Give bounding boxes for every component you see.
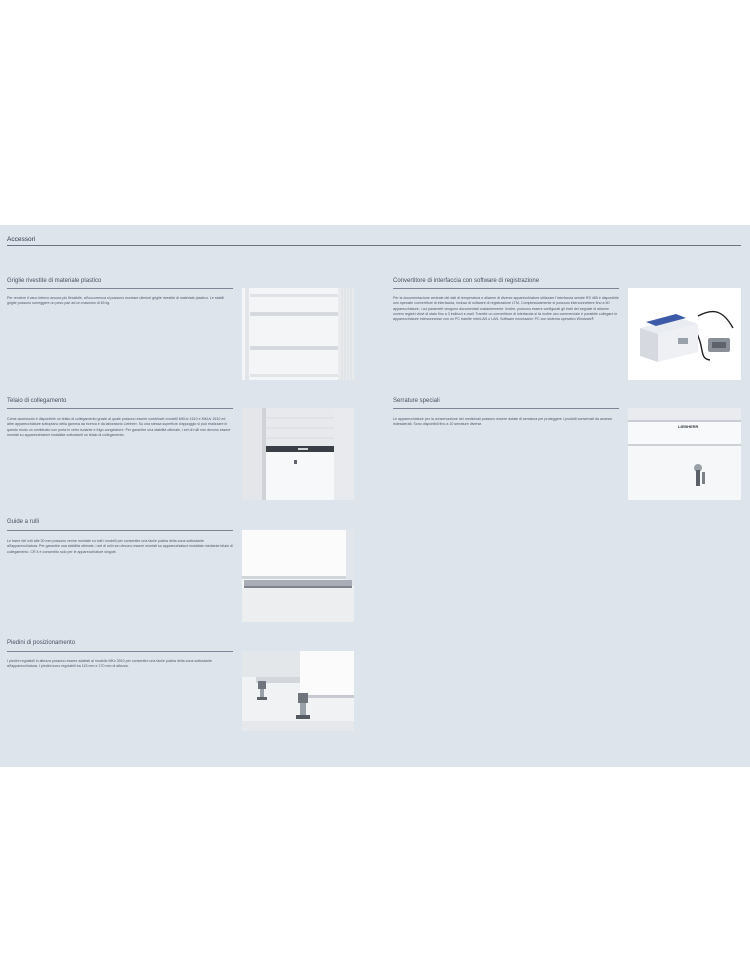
rollers-photo [242, 530, 354, 622]
item-divider-griglie [7, 288, 233, 289]
item-title-serrature: Serrature speciali [393, 398, 440, 404]
shelf-grid-photo-icon [242, 288, 354, 380]
item-divider-convertitore [393, 288, 619, 289]
item-divider-guide [7, 530, 233, 531]
lock-photo [628, 408, 741, 500]
roller-base-photo-icon [242, 530, 354, 622]
adjustable-feet-photo-icon [242, 651, 354, 731]
item-title-guide: Guide a rulli [7, 519, 40, 525]
item-text-griglie: Per rendere il vano interno ancora più flessibile, all'occorrenza si possono montare ulteriori griglie rivestite di materiale plastico. Le stabili griglie possono sorreggere un peso pari ad un massimo di 45 kg. [7, 296, 225, 306]
item-text-guide: Le barre dei rulli alte 30 mm possono venire montate su tutti i modelli per consentire una facile pulizia della zona sottostante all'apparecchiatura. Per garantire una stabilità ottimale, i set di rulli non devono essere montati su apparecchiature installate mediante telaio di collegamento. CR 4 è consentito solo per le apparecchiature singole. [7, 539, 233, 554]
frame-photo [242, 408, 354, 500]
item-text-piedini: I piedini regolabili in altezza possono essere adattati al modello MKv 3910 per consentire una facile pulizia della zona sottostante all'apparecchiatura. I piedini sono regolabili tra 115 mm e 170 mm di altezza. [7, 659, 212, 669]
item-title-griglie: Griglie rivestite di materiale plastico [7, 278, 102, 284]
item-divider-telaio [7, 408, 233, 409]
section-divider [7, 245, 741, 246]
interface-converter-photo-icon [628, 288, 741, 380]
feet-photo [242, 651, 354, 731]
item-title-piedini: Piedini di posizionamento [7, 640, 76, 646]
section-title: Accessori [7, 236, 36, 243]
item-title-convertitore: Convertitore di interfaccia con software di registrazione [393, 278, 540, 284]
item-text-convertitore: Per la documentazione centrale dei dati di temperatura e allarme di diverse apparecchiature utilizzare l'interfaccia seriale RS 485 è disponibile uno speciale convertitore di interfaccia, incluso di software di registrazione LTM. Complessivamente si possono interconnettere fino a 50 apparecchiature, i cui parametri vengono documentati costantemente. Inoltre, possono essere configurati gli inviti del segnale di allarme ovvero registri visivi di stato fino a 3 indirizzi e-mail. Tramite un convertitore di interfaccia si fa inoltre uso commerciale è possibile collegare le apparecchiature interconnesse con un PC tramite rete/LAN o LAN. Software necessario: PC con sistema operativo Windows® [393, 296, 619, 322]
item-title-telaio: Telaio di collegamento [7, 398, 67, 404]
item-divider-piedini [7, 651, 233, 652]
shelves-photo [242, 288, 354, 380]
brand-label: LIEBHERR [678, 424, 699, 429]
drawer-lock-photo-icon [628, 408, 741, 500]
converter-photo [628, 288, 741, 380]
item-text-telaio: Come accessorio è disponibile un telaio di collegamento grazie al quale possono essere combinati i modelli MKUv 1610 e MKUv 1610 ed altre apparecchiature sottopiano della gamma da ricerca e da laboratorio Liebherr. Su una stessa superficie d'appoggio si può realizzare in questo modo un combinato con porta in vetro isolante e frigo-congelatore. Per garantire una stabilità ottimale, i set di rulli non devono essere montati su apparecchiature installate sottostanti un telaio di collegamento. [7, 417, 231, 437]
item-divider-serrature [393, 408, 619, 409]
item-text-serrature: Le apparecchiature per la conservazione dei medicinali possono essere dotate di serratura per proteggere i prodotti conservati da accessi indesiderati. Sono disponibili fino a 10 serrature diverse. [393, 417, 612, 427]
connection-frame-photo-icon [242, 408, 354, 500]
